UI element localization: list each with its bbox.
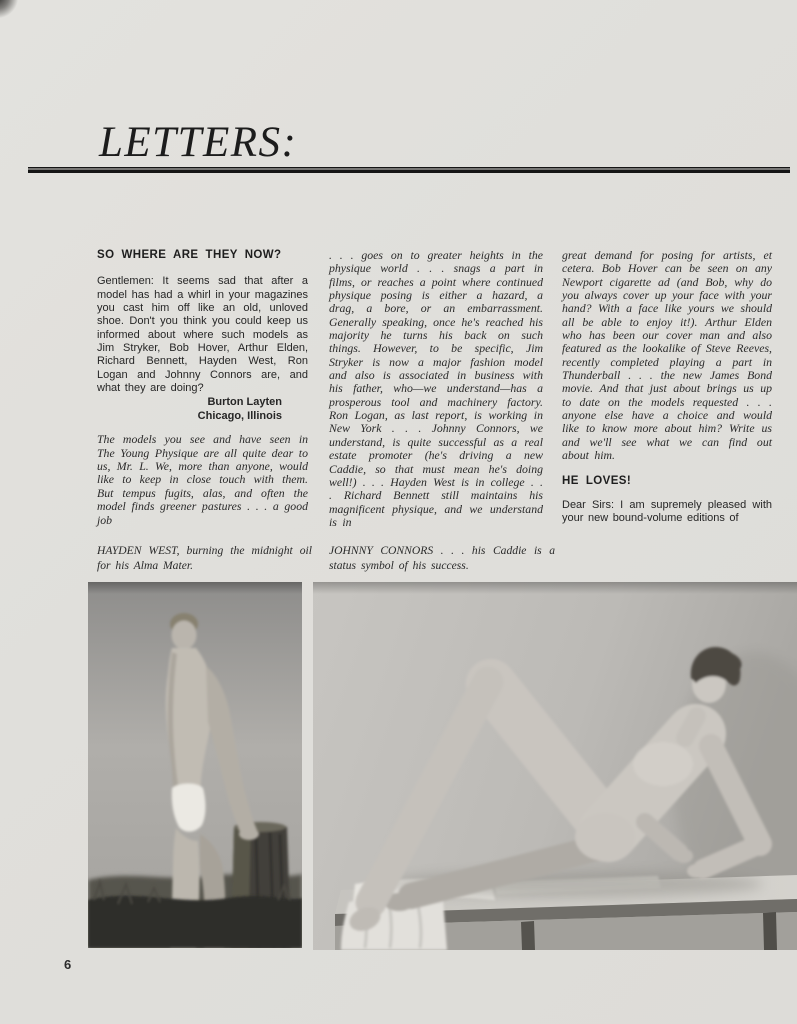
- letter-signature: [97, 396, 282, 423]
- photo-caption-left: HAYDEN WEST, burning the midnight oil for his Alma Mater.: [97, 544, 312, 572]
- photo-johnny-connors: [313, 582, 797, 950]
- editor-reply-part3: great demand for posing for artists, et cetera. Bob Hover can be seen on any Newport cigarette ad (and Bob, why do you always cover up your face with your hand? With a face like yours we should all be able to enjoy it!). Arthur Elden who has been our cover man and also featured as the lookalike of Steve Reeves, recently completed playing a part in Thunderball . . . the new James Bond movie. And that just about brings us up to date on the models requested . . . anyone else have a choice and would like to know more about him? Write us and we'll see what we can find out about him.: [562, 248, 772, 463]
- photo-johnny-connors-image: [313, 582, 797, 950]
- letters-column-3: [562, 249, 772, 526]
- scan-corner-artifact: [0, 0, 18, 18]
- page-number: 6: [64, 957, 72, 972]
- photo-hayden-west-image: [88, 582, 302, 948]
- letter-body-second: Dear Sirs: I am supremely pleased with your new bound-volume editions of: [562, 498, 772, 525]
- letter-body: Gentlemen: It seems sad that after a model has had a whirl in your magazines you cast him off like an old, unloved shoe. Don't you think you could keep us informed about where such models as Jim Stryker, Bob Hover, Arthur Elden, Richard Bennett, Hayden West, Ron Logan and Johnny Connors are, and what they are doing?: [97, 275, 308, 395]
- editor-reply-part1: The models you see and have seen in The Young Physique are all quite dear to us, Mr. L. We, more than anyone, would like to keep in close touch with them. But tempus fugits, alas, and often the model finds greener pastures . . . a good job: [97, 432, 308, 527]
- letter-heading-second: HE LOVES!: [562, 474, 632, 487]
- letters-column-2: [329, 249, 543, 529]
- photo-hayden-west: [88, 582, 302, 948]
- editor-reply-part2: . . . goes on to greater heights in the physique world . . . snags a part in films, or reaches a point where continued physique posing is either a hazard, a drag, a bore, or an embarrassment. Generally speaking, once he's reached his majority he turns his back on such things. However, to be specific, Jim Stryker is now a major fashion model and also is associated in business with his father, who—we understand—has a prosperous tool and machinery factory. Ron Logan, as last report, is working in New York . . . Johnny Connors, we understand, is quite successful as a real estate promoter (he's driving a new Caddie, so that must mean he's doing well!) . . . Hayden West is in college . . . Richard Bennett still maintains his magnificent physique, and we understand is in: [329, 248, 543, 529]
- signature-city: Chicago, Illinois: [197, 409, 282, 422]
- signature-name: Burton Layten: [207, 396, 282, 409]
- title-rule: [28, 167, 790, 173]
- letter-heading: SO WHERE ARE THEY NOW?: [97, 249, 282, 261]
- page-title: LETTERS:: [99, 119, 298, 166]
- letters-column-1: [97, 249, 308, 527]
- photo-caption-right: JOHNNY CONNORS . . . his Caddie is a status symbol of his success.: [329, 544, 555, 572]
